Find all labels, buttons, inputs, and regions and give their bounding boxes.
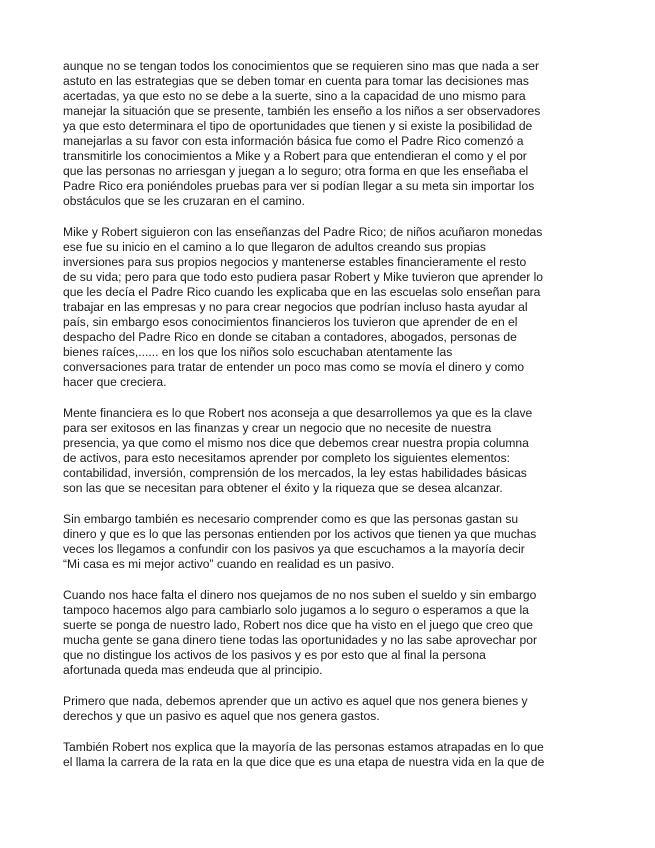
text-line: despacho del Padre Rico en donde se citaban a contadores, abogados, personas de: [63, 330, 517, 344]
text-line: para ser exitosos en las finanzas y crear un negocio que no necesite de nuestra: [63, 421, 492, 435]
text-line: contabilidad, inversión, comprensión de los mercados, la ley estas habilidades básicas: [63, 466, 527, 480]
text-line: son las que se necesitan para obtener el éxito y la riqueza que se desea alcanzar.: [63, 481, 503, 495]
text-line: presencia, ya que como el mismo nos dice que debemos crear nuestra propia columna: [63, 436, 529, 450]
text-line: hacer que creciera.: [63, 375, 167, 389]
text-line: Sin embargo también es necesario comprender como es que las personas gastan su: [63, 512, 519, 526]
document-body: [63, 59, 603, 786]
text-line: derechos y que un pasivo es aquel que nos genera gastos.: [63, 709, 380, 723]
text-line: afortunada queda mas endeuda que al principio.: [63, 663, 323, 677]
text-line: inversiones para sus propios negocios y mantenerse estables financieramente el resto: [63, 255, 527, 269]
text-line: Mente financiera es lo que Robert nos aconseja a que desarrollemos ya que es la clave: [63, 406, 533, 420]
text-line: ya que esto determinara el tipo de oportunidades que tienen y si existe la posibilidad de: [63, 119, 533, 133]
text-line: Mike y Robert siguieron con las enseñanzas del Padre Rico; de niños acuñaron monedas: [63, 225, 543, 239]
text-line: Cuando nos hace falta el dinero nos quejamos de no nos suben el sueldo y sin embargo: [63, 588, 537, 602]
text-line: Padre Rico era poniéndoles pruebas para ver si podían llegar a su meta sin importar los: [63, 179, 535, 193]
paragraph-3: [63, 406, 603, 496]
text-line: el llama la carrera de la rata en la que dice que es una etapa de nuestra vida en la que de: [63, 755, 545, 769]
text-line: que no distingue los activos de los pasivos y es por esto que al final la persona: [63, 648, 486, 662]
text-line: veces los llegamos a confundir con los pasivos ya que escuchamos a la mayoría decir: [63, 542, 525, 556]
text-line: transmitirle los conocimientos a Mike y a Robert para que entendieran el como y el por: [63, 149, 527, 163]
text-line: país, sin embargo esos conocimientos financieros los tuvieron que aprender de en el: [63, 315, 518, 329]
text-line: “Mi casa es mi mejor activo” cuando en realidad es un pasivo.: [63, 557, 395, 571]
text-line: mucha gente se gana dinero tiene todas las oportunidades y no las sabe aprovechar por: [63, 633, 537, 647]
paragraph-1: [63, 59, 603, 209]
text-line: dinero y que es lo que las personas entienden por los activos que tienen ya que muchas: [63, 527, 537, 541]
text-line: de activos, para esto necesitamos aprender por completo los siguientes elementos:: [63, 451, 511, 465]
text-line: manejarlas a su favor con esta información básica fue como el Padre Rico comenzó a: [63, 134, 524, 148]
paragraph-4: [63, 512, 603, 572]
text-line: conversaciones para tratar de entender un poco mas como se movía el dinero y como: [63, 360, 525, 374]
text-line: bienes raíces,...... en los que los niños solo escuchaban atentamente las: [63, 345, 453, 359]
text-line: que les decía el Padre Rico cuando les explicaba que en las escuelas solo enseñan para: [63, 285, 541, 299]
paragraph-6: [63, 694, 603, 724]
paragraph-5: [63, 588, 603, 678]
text-line: acertadas, ya que esto no se debe a la suerte, sino a la capacidad de uno mismo para: [63, 89, 526, 103]
text-line: suerte se ponga de nuestro lado, Robert nos dice que ha visto en el juego que creo que: [63, 618, 533, 632]
text-line: También Robert nos explica que la mayoría de las personas estamos atrapadas en lo que: [63, 740, 544, 754]
text-line: Primero que nada, debemos aprender que un activo es aquel que nos genera bienes y: [63, 694, 528, 708]
paragraph-2: [63, 225, 603, 390]
text-line: trabajar en las empresas y no para crear negocios que podrían incluso hasta ayudar al: [63, 300, 528, 314]
text-line: que las personas no arriesgan y juegan a lo seguro; otra forma en que les enseñaba el: [63, 164, 529, 178]
text-line: manejar la situación que se presente, también les enseño a los niños a ser observadores: [63, 104, 541, 118]
text-line: de su vida; pero para que todo esto pudiera pasar Robert y Mike tuvieron que aprender lo: [63, 270, 544, 284]
text-line: obstáculos que se les cruzaran en el camino.: [63, 194, 306, 208]
text-line: tampoco hacemos algo para cambiarlo solo jugamos a lo seguro o esperamos a que la: [63, 603, 529, 617]
text-line: ese fue su inicio en el camino a lo que llegaron de adultos creando sus propias: [63, 240, 486, 254]
text-line: aunque no se tengan todos los conocimientos que se requieren sino mas que nada a ser: [63, 59, 540, 73]
text-line: astuto en las estrategias que se deben tomar en cuenta para tomar las decisiones mas: [63, 74, 529, 88]
paragraph-7: [63, 740, 603, 770]
